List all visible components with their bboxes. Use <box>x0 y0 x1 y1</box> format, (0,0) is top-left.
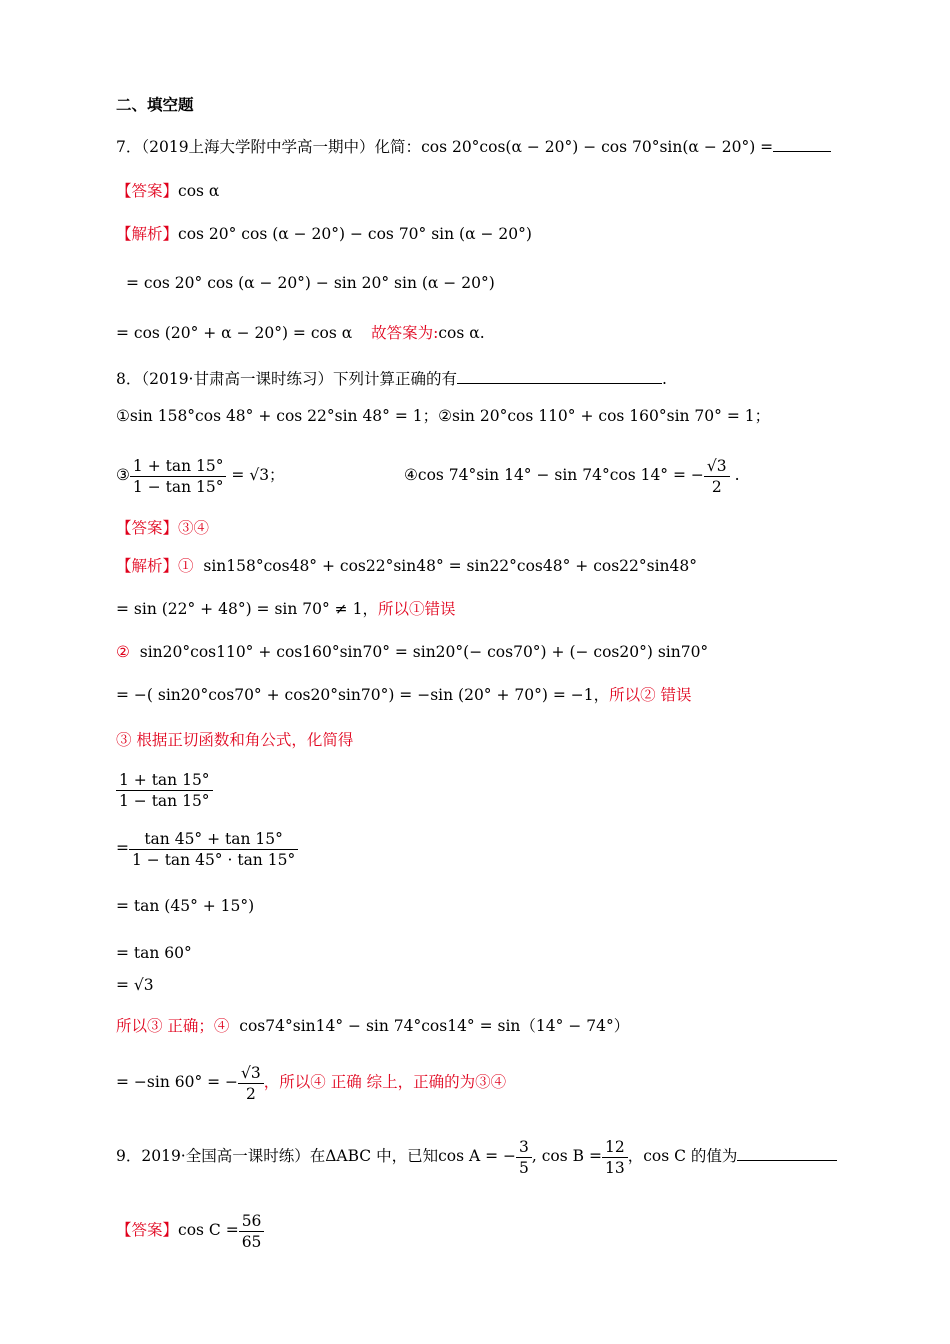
q8-s1-mark: ① <box>178 557 194 575</box>
answer-blank <box>773 151 831 152</box>
question-7 <box>116 136 831 158</box>
solution-tag: 【解析】 <box>116 557 179 575</box>
q7-solution-line-3 <box>116 322 485 344</box>
q8-frac-1 <box>116 770 213 811</box>
q8-s2-note: 所以①错误 <box>377 600 456 618</box>
fraction-denominator: 2 <box>711 477 722 496</box>
q8-answer-value: ③④ <box>178 519 210 537</box>
q8-step-4: = tan 60° <box>116 944 192 962</box>
q8-i4-end: . <box>734 466 740 484</box>
q7-stem: 7．（2019上海大学附中学高一期中）化简： <box>116 138 422 156</box>
question-8 <box>116 368 667 390</box>
fraction <box>239 1211 265 1252</box>
q7-sol-expr-1: cos 20° cos (α − 20°) − cos 70° sin (α − 20°) <box>178 225 532 243</box>
q8-item-3 <box>116 450 285 500</box>
q8-solution-1 <box>116 555 697 577</box>
q8-step-5: = √3 <box>116 976 154 994</box>
question-9 <box>116 1134 837 1178</box>
fraction-numerator: √3 <box>238 1063 264 1084</box>
q7-solution-line-2: = cos 20° cos (α − 20°) − sin 20° sin (α − 20°) <box>126 274 495 292</box>
fraction-denominator: 1 − tan 45° · tan 15° <box>132 850 296 869</box>
q8-s7-lhs: = −sin 60° = − <box>116 1073 239 1091</box>
fraction-numerator: 3 <box>516 1137 532 1158</box>
fraction-denominator: 2 <box>245 1084 256 1103</box>
fraction-denominator: 1 − tan 15° <box>119 792 210 810</box>
fraction-denominator: 1 − tan 15° <box>132 477 224 496</box>
q9-cosA: cos A = − <box>438 1147 517 1165</box>
q8-s3-mark: ② <box>116 643 130 661</box>
q9-cosB: , cos B = <box>531 1147 602 1165</box>
fraction-numerator: 1 + tan 15° <box>130 456 227 477</box>
fraction <box>129 829 298 870</box>
q8-frac-2 <box>116 826 298 870</box>
fraction-denominator: 65 <box>241 1232 262 1251</box>
q8-s6-note: 所以③ 正确；④ <box>116 1017 230 1035</box>
fraction-denominator: 13 <box>604 1158 625 1177</box>
equals-sign: = <box>116 839 129 857</box>
fraction <box>238 1063 264 1104</box>
answer-blank <box>457 383 662 384</box>
q8-s3-expr: sin20°cos110° + cos160°sin70° = sin20°(− cos70°) + (− cos20°) sin70° <box>139 643 709 661</box>
section-title: 二、填空题 <box>116 95 194 114</box>
q8-i3-fraction <box>130 456 227 497</box>
q7-expr: cos 20°cos(α − 20°) − cos 70°sin(α − 20°) = <box>421 138 774 156</box>
q8-solution-3 <box>116 641 708 663</box>
q8-s4-expr: = −( sin20°cos70° + cos20°sin70°) = −sin (20° + 70°) = −1， <box>116 686 610 704</box>
q7-sol-expr-3: = cos (20° + α − 20°) = cos α <box>116 324 353 342</box>
fraction-numerator: tan 45° + tan 15° <box>129 829 298 850</box>
answer-tag: 【答案】 <box>116 519 179 537</box>
solution-tag: 【解析】 <box>116 225 179 243</box>
answer-tag: 【答案】 <box>116 1221 179 1239</box>
q8-i4-lhs: ④cos 74°sin 14° − sin 74°cos 14° = − <box>404 466 704 484</box>
q8-i3-rhs: = √3； <box>231 466 285 484</box>
q8-item-4 <box>404 450 740 500</box>
fraction-numerator: 1 + tan 15° <box>116 770 213 791</box>
fraction <box>602 1137 628 1178</box>
fraction-numerator: 56 <box>239 1211 265 1232</box>
q8-items-1-2: ①sin 158°cos 48° + cos 22°sin 48° = 1；②sin 20°cos 110° + cos 160°sin 70° = 1； <box>116 407 771 425</box>
answer-tag: 【答案】 <box>116 182 179 200</box>
q8-solution-5: ③ 根据正切函数和角公式，化简得 <box>116 731 354 749</box>
q8-solution-7 <box>116 1060 506 1104</box>
fraction <box>116 770 213 811</box>
q8-stem-end: . <box>662 370 667 388</box>
q9-answer-lhs: cos C = <box>178 1221 239 1239</box>
q8-s4-note: 所以② 错误 <box>609 686 692 704</box>
q7-solution-line-1 <box>116 223 532 245</box>
fraction <box>516 1137 532 1178</box>
q8-solution-6 <box>116 1015 629 1037</box>
q8-s6-expr: cos74°sin14° − sin 74°cos14° = sin（14° − 74°） <box>239 1017 630 1035</box>
q8-i3-mark: ③ <box>116 466 130 484</box>
q8-s1-expr: sin158°cos48° + cos22°sin48° = sin22°cos48° + cos22°sin48° <box>203 557 698 575</box>
q8-s2-expr: = sin (22° + 48°) = sin 70° ≠ 1， <box>116 600 378 618</box>
q8-step-3: = tan (45° + 15°) <box>116 897 255 915</box>
q7-conclusion: 故答案为: <box>371 324 439 342</box>
q7-conclusion-value: cos α. <box>438 324 485 342</box>
fraction-numerator: √3 <box>704 456 730 477</box>
q8-i4-fraction <box>704 456 730 497</box>
q8-stem: 8．（2019·甘肃高一课时练习）下列计算正确的有 <box>116 370 457 388</box>
q8-solution-2 <box>116 598 455 620</box>
q8-solution-4 <box>116 684 692 706</box>
answer-blank <box>737 1160 837 1161</box>
q8-s7-note: ，所以④ 正确 综上，正确的为③④ <box>263 1073 507 1091</box>
fraction-numerator: 12 <box>602 1137 628 1158</box>
q9-answer <box>116 1208 264 1252</box>
q9-stem: 9．2019·全国高一课时练）在ΔABC 中，已知 <box>116 1147 439 1165</box>
fraction-denominator: 5 <box>519 1158 529 1177</box>
q8-answer <box>116 517 209 539</box>
q9-tail: ，cos C 的值为 <box>627 1147 738 1165</box>
q7-answer-value: cos α <box>178 182 220 200</box>
q7-answer <box>116 180 219 202</box>
